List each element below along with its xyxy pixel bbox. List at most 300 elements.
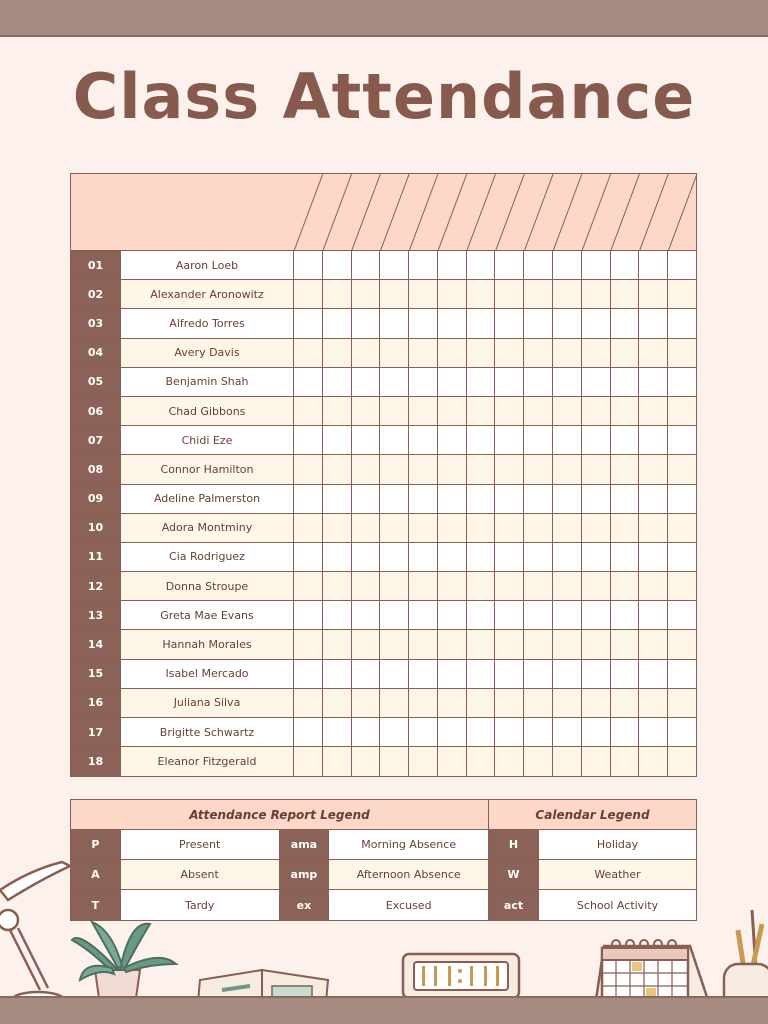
attendance-cell[interactable]: [409, 280, 438, 308]
attendance-cell[interactable]: [352, 485, 381, 513]
attendance-cell[interactable]: [553, 455, 582, 483]
table-row: [71, 251, 696, 280]
attendance-cell[interactable]: [467, 660, 496, 688]
attendance-cell[interactable]: [524, 630, 553, 658]
attendance-cell[interactable]: [524, 689, 553, 717]
attendance-cell[interactable]: [294, 426, 323, 454]
attendance-cell[interactable]: [323, 368, 352, 396]
attendance-cell[interactable]: [380, 747, 409, 776]
attendance-cell[interactable]: [352, 455, 381, 483]
attendance-cell[interactable]: [467, 339, 496, 367]
attendance-cell[interactable]: [438, 718, 467, 746]
attendance-cell[interactable]: [467, 718, 496, 746]
attendance-cell[interactable]: [380, 572, 409, 600]
attendance-cell[interactable]: [611, 280, 640, 308]
attendance-cell[interactable]: [611, 718, 640, 746]
attendance-cell[interactable]: [438, 309, 467, 337]
attendance-cell[interactable]: [668, 368, 696, 396]
student-number: 12: [71, 572, 121, 600]
table-row: [71, 309, 696, 338]
attendance-cell[interactable]: [524, 339, 553, 367]
attendance-cell[interactable]: [294, 718, 323, 746]
attendance-cell[interactable]: [380, 368, 409, 396]
attendance-cell[interactable]: [495, 601, 524, 629]
attendance-cell[interactable]: [582, 251, 611, 279]
attendance-cell[interactable]: [611, 747, 640, 776]
attendance-cell[interactable]: [582, 572, 611, 600]
attendance-cell[interactable]: [409, 630, 438, 658]
attendance-cell[interactable]: [438, 689, 467, 717]
attendance-cell[interactable]: [639, 543, 668, 571]
attendance-cell[interactable]: [409, 660, 438, 688]
attendance-cell[interactable]: [495, 660, 524, 688]
attendance-cell[interactable]: [668, 309, 696, 337]
attendance-cell[interactable]: [495, 397, 524, 425]
attendance-cell[interactable]: [668, 397, 696, 425]
table-row: [71, 747, 696, 776]
attendance-cell[interactable]: [323, 601, 352, 629]
legend-description: Present: [121, 830, 280, 859]
attendance-cell[interactable]: [553, 543, 582, 571]
attendance-cell[interactable]: [323, 485, 352, 513]
attendance-cell[interactable]: [409, 251, 438, 279]
table-row: [71, 630, 696, 659]
attendance-cell[interactable]: [380, 630, 409, 658]
attendance-table: [70, 173, 697, 777]
attendance-cell[interactable]: [524, 251, 553, 279]
attendance-cell[interactable]: [352, 601, 381, 629]
attendance-cell[interactable]: [639, 747, 668, 776]
legend-description: Tardy: [121, 890, 280, 920]
attendance-cell[interactable]: [553, 689, 582, 717]
attendance-cell[interactable]: [611, 339, 640, 367]
student-name: Chidi Eze: [121, 426, 294, 454]
attendance-cell[interactable]: [582, 426, 611, 454]
attendance-cell[interactable]: [668, 601, 696, 629]
student-number: 08: [71, 455, 121, 483]
attendance-cell[interactable]: [438, 339, 467, 367]
date-header-divider: [582, 174, 611, 251]
attendance-cell[interactable]: [639, 368, 668, 396]
attendance-cell[interactable]: [467, 426, 496, 454]
attendance-cell[interactable]: [467, 280, 496, 308]
attendance-cell[interactable]: [380, 543, 409, 571]
attendance-cell[interactable]: [495, 251, 524, 279]
attendance-cell[interactable]: [668, 280, 696, 308]
attendance-cell[interactable]: [352, 572, 381, 600]
attendance-cell[interactable]: [668, 514, 696, 542]
attendance-cell[interactable]: [294, 251, 323, 279]
attendance-cell[interactable]: [409, 514, 438, 542]
attendance-cell[interactable]: [409, 309, 438, 337]
student-number: 04: [71, 339, 121, 367]
attendance-cell[interactable]: [294, 543, 323, 571]
attendance-cell[interactable]: [611, 601, 640, 629]
attendance-cell[interactable]: [467, 251, 496, 279]
attendance-cell[interactable]: [553, 368, 582, 396]
table-row: [71, 455, 696, 484]
attendance-cell[interactable]: [495, 572, 524, 600]
attendance-cell[interactable]: [352, 543, 381, 571]
attendance-cell[interactable]: [495, 280, 524, 308]
attendance-cell[interactable]: [467, 485, 496, 513]
attendance-cell[interactable]: [553, 514, 582, 542]
attendance-cell[interactable]: [294, 660, 323, 688]
calendar-legend-title: Calendar Legend: [489, 800, 696, 830]
student-number: 05: [71, 368, 121, 396]
attendance-cell[interactable]: [409, 689, 438, 717]
attendance-cell[interactable]: [409, 572, 438, 600]
attendance-cell[interactable]: [380, 339, 409, 367]
attendance-cell[interactable]: [639, 426, 668, 454]
legend-code: ex: [280, 890, 330, 920]
attendance-cell[interactable]: [553, 397, 582, 425]
attendance-cell[interactable]: [409, 368, 438, 396]
attendance-cell[interactable]: [639, 660, 668, 688]
attendance-cell[interactable]: [582, 339, 611, 367]
attendance-cell[interactable]: [352, 397, 381, 425]
attendance-cell[interactable]: [495, 689, 524, 717]
attendance-cell[interactable]: [668, 251, 696, 279]
attendance-cell[interactable]: [582, 601, 611, 629]
student-name: Juliana Silva: [121, 689, 294, 717]
attendance-cell[interactable]: [668, 455, 696, 483]
attendance-cell[interactable]: [323, 397, 352, 425]
attendance-cell[interactable]: [524, 368, 553, 396]
legend-code: T: [71, 890, 121, 920]
attendance-cell[interactable]: [639, 718, 668, 746]
attendance-cell[interactable]: [467, 747, 496, 776]
attendance-cell[interactable]: [495, 309, 524, 337]
student-number: 01: [71, 251, 121, 279]
attendance-cell[interactable]: [352, 689, 381, 717]
pencil-cup-icon: [724, 910, 768, 1008]
attendance-cell[interactable]: [438, 660, 467, 688]
attendance-cell[interactable]: [639, 485, 668, 513]
attendance-cell[interactable]: [323, 426, 352, 454]
attendance-cell[interactable]: [582, 455, 611, 483]
attendance-cell[interactable]: [409, 543, 438, 571]
attendance-cell[interactable]: [495, 543, 524, 571]
attendance-cell[interactable]: [582, 689, 611, 717]
attendance-cell[interactable]: [582, 485, 611, 513]
attendance-cell[interactable]: [639, 397, 668, 425]
attendance-cell[interactable]: [524, 309, 553, 337]
student-name: Cia Rodriguez: [121, 543, 294, 571]
attendance-cell[interactable]: [438, 368, 467, 396]
table-row: [71, 397, 696, 426]
attendance-cell[interactable]: [352, 339, 381, 367]
attendance-cell[interactable]: [582, 514, 611, 542]
attendance-cell[interactable]: [438, 601, 467, 629]
attendance-cell[interactable]: [639, 689, 668, 717]
attendance-cell[interactable]: [380, 455, 409, 483]
attendance-cell[interactable]: [380, 660, 409, 688]
attendance-cell[interactable]: [352, 368, 381, 396]
attendance-cell[interactable]: [611, 309, 640, 337]
attendance-cell[interactable]: [438, 397, 467, 425]
attendance-cell[interactable]: [495, 747, 524, 776]
attendance-cell[interactable]: [495, 514, 524, 542]
student-name: Isabel Mercado: [121, 660, 294, 688]
table-row: [71, 339, 696, 368]
attendance-cell[interactable]: [639, 630, 668, 658]
attendance-cell[interactable]: [352, 718, 381, 746]
legend-code: A: [71, 860, 121, 889]
attendance-cell[interactable]: [409, 397, 438, 425]
attendance-legend-title: Attendance Report Legend: [71, 800, 488, 830]
attendance-cell[interactable]: [582, 747, 611, 776]
attendance-cell[interactable]: [352, 280, 381, 308]
attendance-cell[interactable]: [380, 309, 409, 337]
attendance-cell[interactable]: [294, 689, 323, 717]
attendance-cell[interactable]: [668, 339, 696, 367]
attendance-cell[interactable]: [294, 485, 323, 513]
attendance-cell[interactable]: [582, 368, 611, 396]
attendance-cell[interactable]: [294, 339, 323, 367]
attendance-cell[interactable]: [467, 572, 496, 600]
attendance-cell[interactable]: [323, 660, 352, 688]
date-header-divider: [294, 174, 323, 251]
attendance-cell[interactable]: [495, 339, 524, 367]
attendance-cell[interactable]: [409, 485, 438, 513]
attendance-cell[interactable]: [323, 689, 352, 717]
attendance-cell[interactable]: [380, 426, 409, 454]
attendance-cell[interactable]: [438, 514, 467, 542]
attendance-cell[interactable]: [668, 660, 696, 688]
attendance-cell[interactable]: [352, 251, 381, 279]
attendance-cell[interactable]: [524, 426, 553, 454]
attendance-cell[interactable]: [611, 689, 640, 717]
attendance-cell[interactable]: [524, 514, 553, 542]
legend-code: P: [71, 830, 121, 859]
attendance-cell[interactable]: [294, 309, 323, 337]
student-name: Donna Stroupe: [121, 572, 294, 600]
attendance-cell[interactable]: [553, 251, 582, 279]
student-name: Benjamin Shah: [121, 368, 294, 396]
attendance-cell[interactable]: [611, 455, 640, 483]
attendance-cell[interactable]: [380, 397, 409, 425]
attendance-cell[interactable]: [611, 543, 640, 571]
date-header-divider: [524, 174, 553, 251]
attendance-cell[interactable]: [323, 251, 352, 279]
attendance-cell[interactable]: [380, 280, 409, 308]
attendance-cell[interactable]: [294, 601, 323, 629]
legend-description: School Activity: [539, 890, 696, 920]
attendance-cell[interactable]: [323, 718, 352, 746]
attendance-cell[interactable]: [467, 397, 496, 425]
attendance-cell[interactable]: [323, 280, 352, 308]
attendance-cell[interactable]: [553, 309, 582, 337]
attendance-cell[interactable]: [553, 280, 582, 308]
table-row: [71, 543, 696, 572]
attendance-cell[interactable]: [323, 514, 352, 542]
attendance-cell[interactable]: [438, 543, 467, 571]
attendance-cell[interactable]: [611, 251, 640, 279]
student-name: Greta Mae Evans: [121, 601, 294, 629]
attendance-cell[interactable]: [438, 426, 467, 454]
attendance-cell[interactable]: [524, 718, 553, 746]
date-column-headers: [71, 174, 696, 251]
attendance-cell[interactable]: [524, 485, 553, 513]
attendance-cell[interactable]: [352, 747, 381, 776]
attendance-cell[interactable]: [380, 689, 409, 717]
attendance-cell[interactable]: [323, 339, 352, 367]
student-number: 09: [71, 485, 121, 513]
attendance-cell[interactable]: [294, 572, 323, 600]
attendance-cell[interactable]: [323, 455, 352, 483]
attendance-cell[interactable]: [409, 339, 438, 367]
attendance-cell[interactable]: [438, 251, 467, 279]
attendance-cell[interactable]: [639, 601, 668, 629]
attendance-cell[interactable]: [553, 426, 582, 454]
attendance-cell[interactable]: [294, 747, 323, 776]
attendance-cell[interactable]: [668, 630, 696, 658]
attendance-cell[interactable]: [438, 455, 467, 483]
attendance-cell[interactable]: [495, 426, 524, 454]
attendance-cell[interactable]: [611, 514, 640, 542]
attendance-cell[interactable]: [380, 601, 409, 629]
attendance-cell[interactable]: [352, 630, 381, 658]
attendance-cell[interactable]: [323, 572, 352, 600]
attendance-cell[interactable]: [495, 368, 524, 396]
attendance-cell[interactable]: [294, 455, 323, 483]
student-number: 18: [71, 747, 121, 776]
attendance-cell[interactable]: [438, 485, 467, 513]
attendance-cell[interactable]: [611, 485, 640, 513]
attendance-cell[interactable]: [467, 630, 496, 658]
attendance-cell[interactable]: [668, 485, 696, 513]
attendance-cell[interactable]: [553, 747, 582, 776]
attendance-cell[interactable]: [294, 514, 323, 542]
attendance-cell[interactable]: [639, 339, 668, 367]
attendance-cell[interactable]: [668, 718, 696, 746]
attendance-cell[interactable]: [582, 630, 611, 658]
attendance-cell[interactable]: [553, 630, 582, 658]
attendance-table-header: [71, 174, 696, 251]
attendance-cell[interactable]: [438, 630, 467, 658]
attendance-cell[interactable]: [668, 572, 696, 600]
attendance-cell[interactable]: [582, 280, 611, 308]
attendance-cell[interactable]: [668, 689, 696, 717]
attendance-cell[interactable]: [467, 689, 496, 717]
attendance-cell[interactable]: [323, 309, 352, 337]
attendance-cell[interactable]: [380, 251, 409, 279]
attendance-cell[interactable]: [380, 718, 409, 746]
attendance-cell[interactable]: [294, 280, 323, 308]
attendance-cell[interactable]: [524, 747, 553, 776]
attendance-cell[interactable]: [323, 747, 352, 776]
attendance-cell[interactable]: [495, 718, 524, 746]
attendance-cell[interactable]: [409, 718, 438, 746]
attendance-cell[interactable]: [639, 280, 668, 308]
attendance-cell[interactable]: [582, 397, 611, 425]
attendance-cell[interactable]: [582, 543, 611, 571]
attendance-cell[interactable]: [409, 426, 438, 454]
legend-code: ama: [280, 830, 330, 859]
attendance-cell[interactable]: [467, 309, 496, 337]
attendance-cell[interactable]: [553, 485, 582, 513]
student-number: 11: [71, 543, 121, 571]
student-name: Chad Gibbons: [121, 397, 294, 425]
attendance-cell[interactable]: [611, 660, 640, 688]
attendance-cell[interactable]: [467, 455, 496, 483]
attendance-cell[interactable]: [409, 747, 438, 776]
attendance-cell[interactable]: [352, 514, 381, 542]
attendance-cell[interactable]: [639, 309, 668, 337]
attendance-cell[interactable]: [639, 514, 668, 542]
attendance-cell[interactable]: [524, 543, 553, 571]
attendance-cell[interactable]: [639, 572, 668, 600]
attendance-cell[interactable]: [380, 514, 409, 542]
attendance-cell[interactable]: [611, 630, 640, 658]
legend-description: Absent: [121, 860, 280, 889]
attendance-cell[interactable]: [553, 339, 582, 367]
attendance-cell[interactable]: [495, 485, 524, 513]
attendance-cell[interactable]: [524, 660, 553, 688]
attendance-cell[interactable]: [524, 280, 553, 308]
attendance-cell[interactable]: [639, 455, 668, 483]
date-header-divider: [438, 174, 467, 251]
attendance-cell[interactable]: [294, 368, 323, 396]
attendance-cell[interactable]: [409, 601, 438, 629]
date-header-divider: [639, 174, 668, 251]
table-row: [71, 514, 696, 543]
attendance-cell[interactable]: [409, 455, 438, 483]
attendance-cell[interactable]: [323, 630, 352, 658]
attendance-cell[interactable]: [495, 455, 524, 483]
attendance-cell[interactable]: [467, 514, 496, 542]
attendance-cell[interactable]: [611, 397, 640, 425]
attendance-cell[interactable]: [553, 718, 582, 746]
table-row: [71, 280, 696, 309]
attendance-cell[interactable]: [467, 368, 496, 396]
attendance-cell[interactable]: [294, 630, 323, 658]
attendance-cell[interactable]: [524, 572, 553, 600]
attendance-cell[interactable]: [611, 368, 640, 396]
attendance-cell[interactable]: [553, 660, 582, 688]
attendance-cell[interactable]: [639, 251, 668, 279]
attendance-cell[interactable]: [438, 280, 467, 308]
attendance-cell[interactable]: [495, 630, 524, 658]
attendance-cell[interactable]: [582, 660, 611, 688]
attendance-cell[interactable]: [524, 601, 553, 629]
student-name: Connor Hamilton: [121, 455, 294, 483]
attendance-cell[interactable]: [553, 572, 582, 600]
attendance-cell[interactable]: [668, 426, 696, 454]
attendance-cell[interactable]: [352, 309, 381, 337]
attendance-cell[interactable]: [611, 426, 640, 454]
attendance-cell[interactable]: [524, 397, 553, 425]
attendance-cell[interactable]: [611, 572, 640, 600]
attendance-cell[interactable]: [524, 455, 553, 483]
attendance-cell[interactable]: [553, 601, 582, 629]
attendance-cell[interactable]: [380, 485, 409, 513]
attendance-cell[interactable]: [352, 660, 381, 688]
attendance-cell[interactable]: [582, 718, 611, 746]
attendance-cell[interactable]: [352, 426, 381, 454]
attendance-cell[interactable]: [582, 309, 611, 337]
attendance-cell[interactable]: [467, 601, 496, 629]
attendance-cell[interactable]: [438, 572, 467, 600]
attendance-cell[interactable]: [467, 543, 496, 571]
attendance-cell[interactable]: [668, 543, 696, 571]
student-number: 15: [71, 660, 121, 688]
attendance-cell[interactable]: [294, 397, 323, 425]
attendance-cell[interactable]: [438, 747, 467, 776]
attendance-cell[interactable]: [668, 747, 696, 776]
attendance-cell[interactable]: [323, 543, 352, 571]
